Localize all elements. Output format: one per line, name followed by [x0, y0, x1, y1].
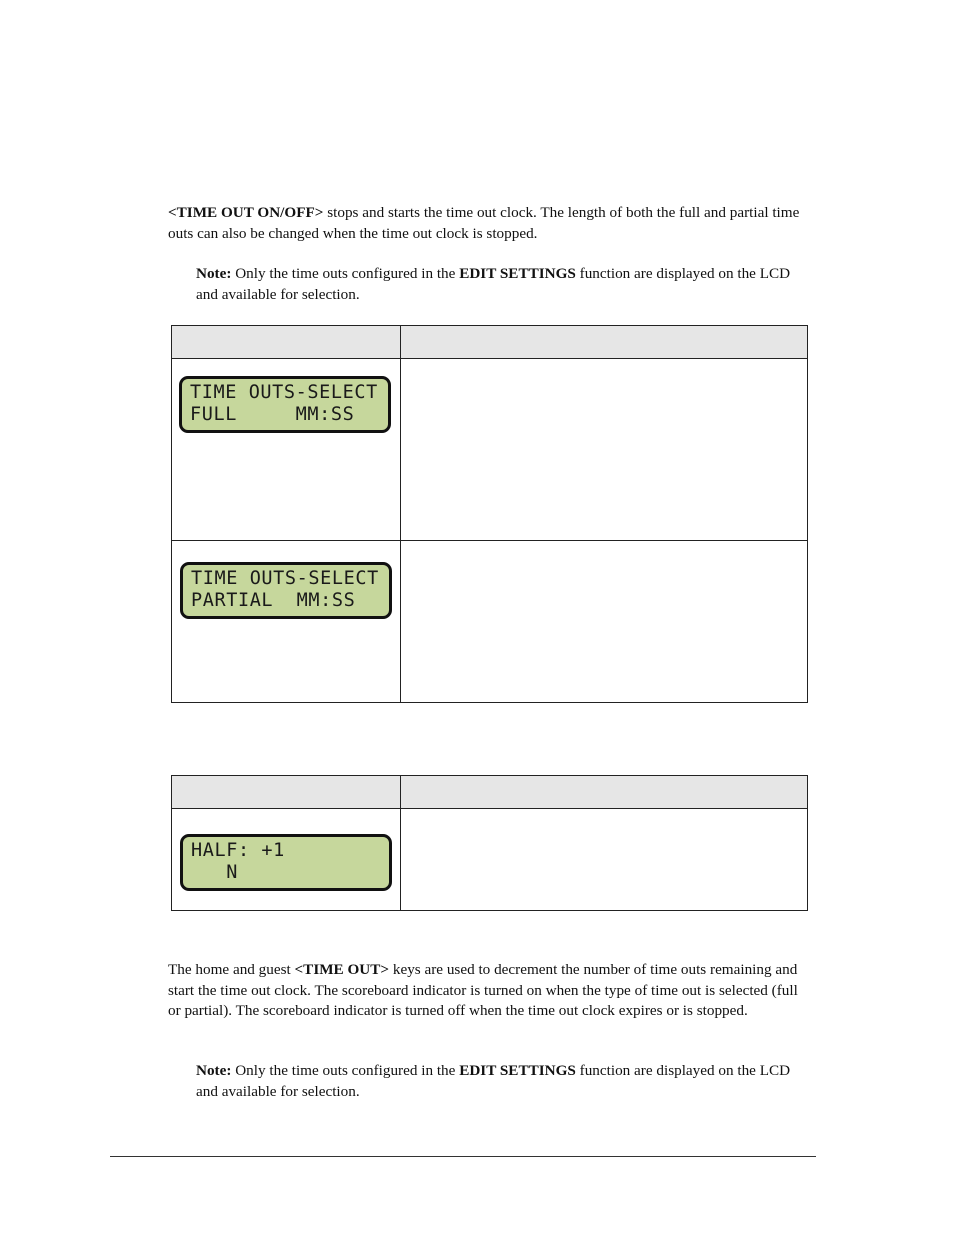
edit-settings-emphasis: EDIT SETTINGS: [459, 265, 576, 282]
table-row: [172, 359, 808, 541]
note-text: function are displayed on the LCD and available for selection.: [196, 265, 791, 303]
lcd-cell: [172, 809, 401, 911]
table-row: [172, 541, 808, 703]
header-cell-description: [401, 776, 808, 809]
time-out-key: <TIME OUT>: [294, 961, 390, 978]
footer-divider: [110, 1156, 816, 1157]
description-cell: [401, 359, 808, 541]
table-header-row: [172, 326, 808, 359]
description-cell: [401, 541, 808, 703]
lcd-display: [180, 834, 392, 891]
note-label: Note:: [196, 1062, 232, 1079]
header-cell-lcd: [172, 326, 401, 359]
lcd-line-2: N: [191, 862, 238, 883]
time-out-keys-paragraph: [168, 960, 808, 1022]
lcd-cell: [172, 359, 401, 541]
note-paragraph-2: [196, 1061, 806, 1102]
body-text: keys are used to decrement the number of time outs remaining and start the time out clock. The scoreboard indicator is turned on when the type of time out is selected (full or partial). The scoreboard indicator is turned off when the time out clock expires or is stopped.: [168, 961, 798, 1019]
lcd-line-2: PARTIAL MM:SS: [191, 590, 356, 611]
half-table: [171, 775, 808, 911]
lcd-line-1: TIME OUTS-SELECT: [191, 568, 379, 589]
note-label: Note:: [196, 265, 232, 282]
lcd-line-1: HALF: +1: [191, 840, 285, 861]
header-cell-lcd: [172, 776, 401, 809]
time-outs-select-table: [171, 325, 808, 703]
intro-paragraph: [168, 203, 808, 244]
header-cell-description: [401, 326, 808, 359]
table-header-row: [172, 776, 808, 809]
lcd-display: [180, 562, 392, 619]
edit-settings-emphasis: EDIT SETTINGS: [459, 1062, 576, 1079]
description-cell: [401, 809, 808, 911]
time-out-on-off-key: <TIME OUT ON/OFF>: [168, 204, 324, 221]
lcd-display: [179, 376, 391, 433]
note-paragraph-1: [196, 264, 806, 305]
lcd-line-2: FULL MM:SS: [190, 404, 355, 425]
note-text: Only the time outs configured in the: [231, 265, 460, 282]
intro-text: stops and starts the time out clock. The length of both the full and partial time outs can also be changed when the time out clock is stopped.: [168, 204, 800, 242]
body-text: The home and guest: [168, 961, 295, 978]
lcd-line-1: TIME OUTS-SELECT: [190, 382, 378, 403]
note-text: function are displayed on the LCD and available for selection.: [196, 1062, 791, 1100]
note-text: Only the time outs configured in the: [231, 1062, 460, 1079]
lcd-cell: [172, 541, 401, 703]
table-row: [172, 809, 808, 911]
